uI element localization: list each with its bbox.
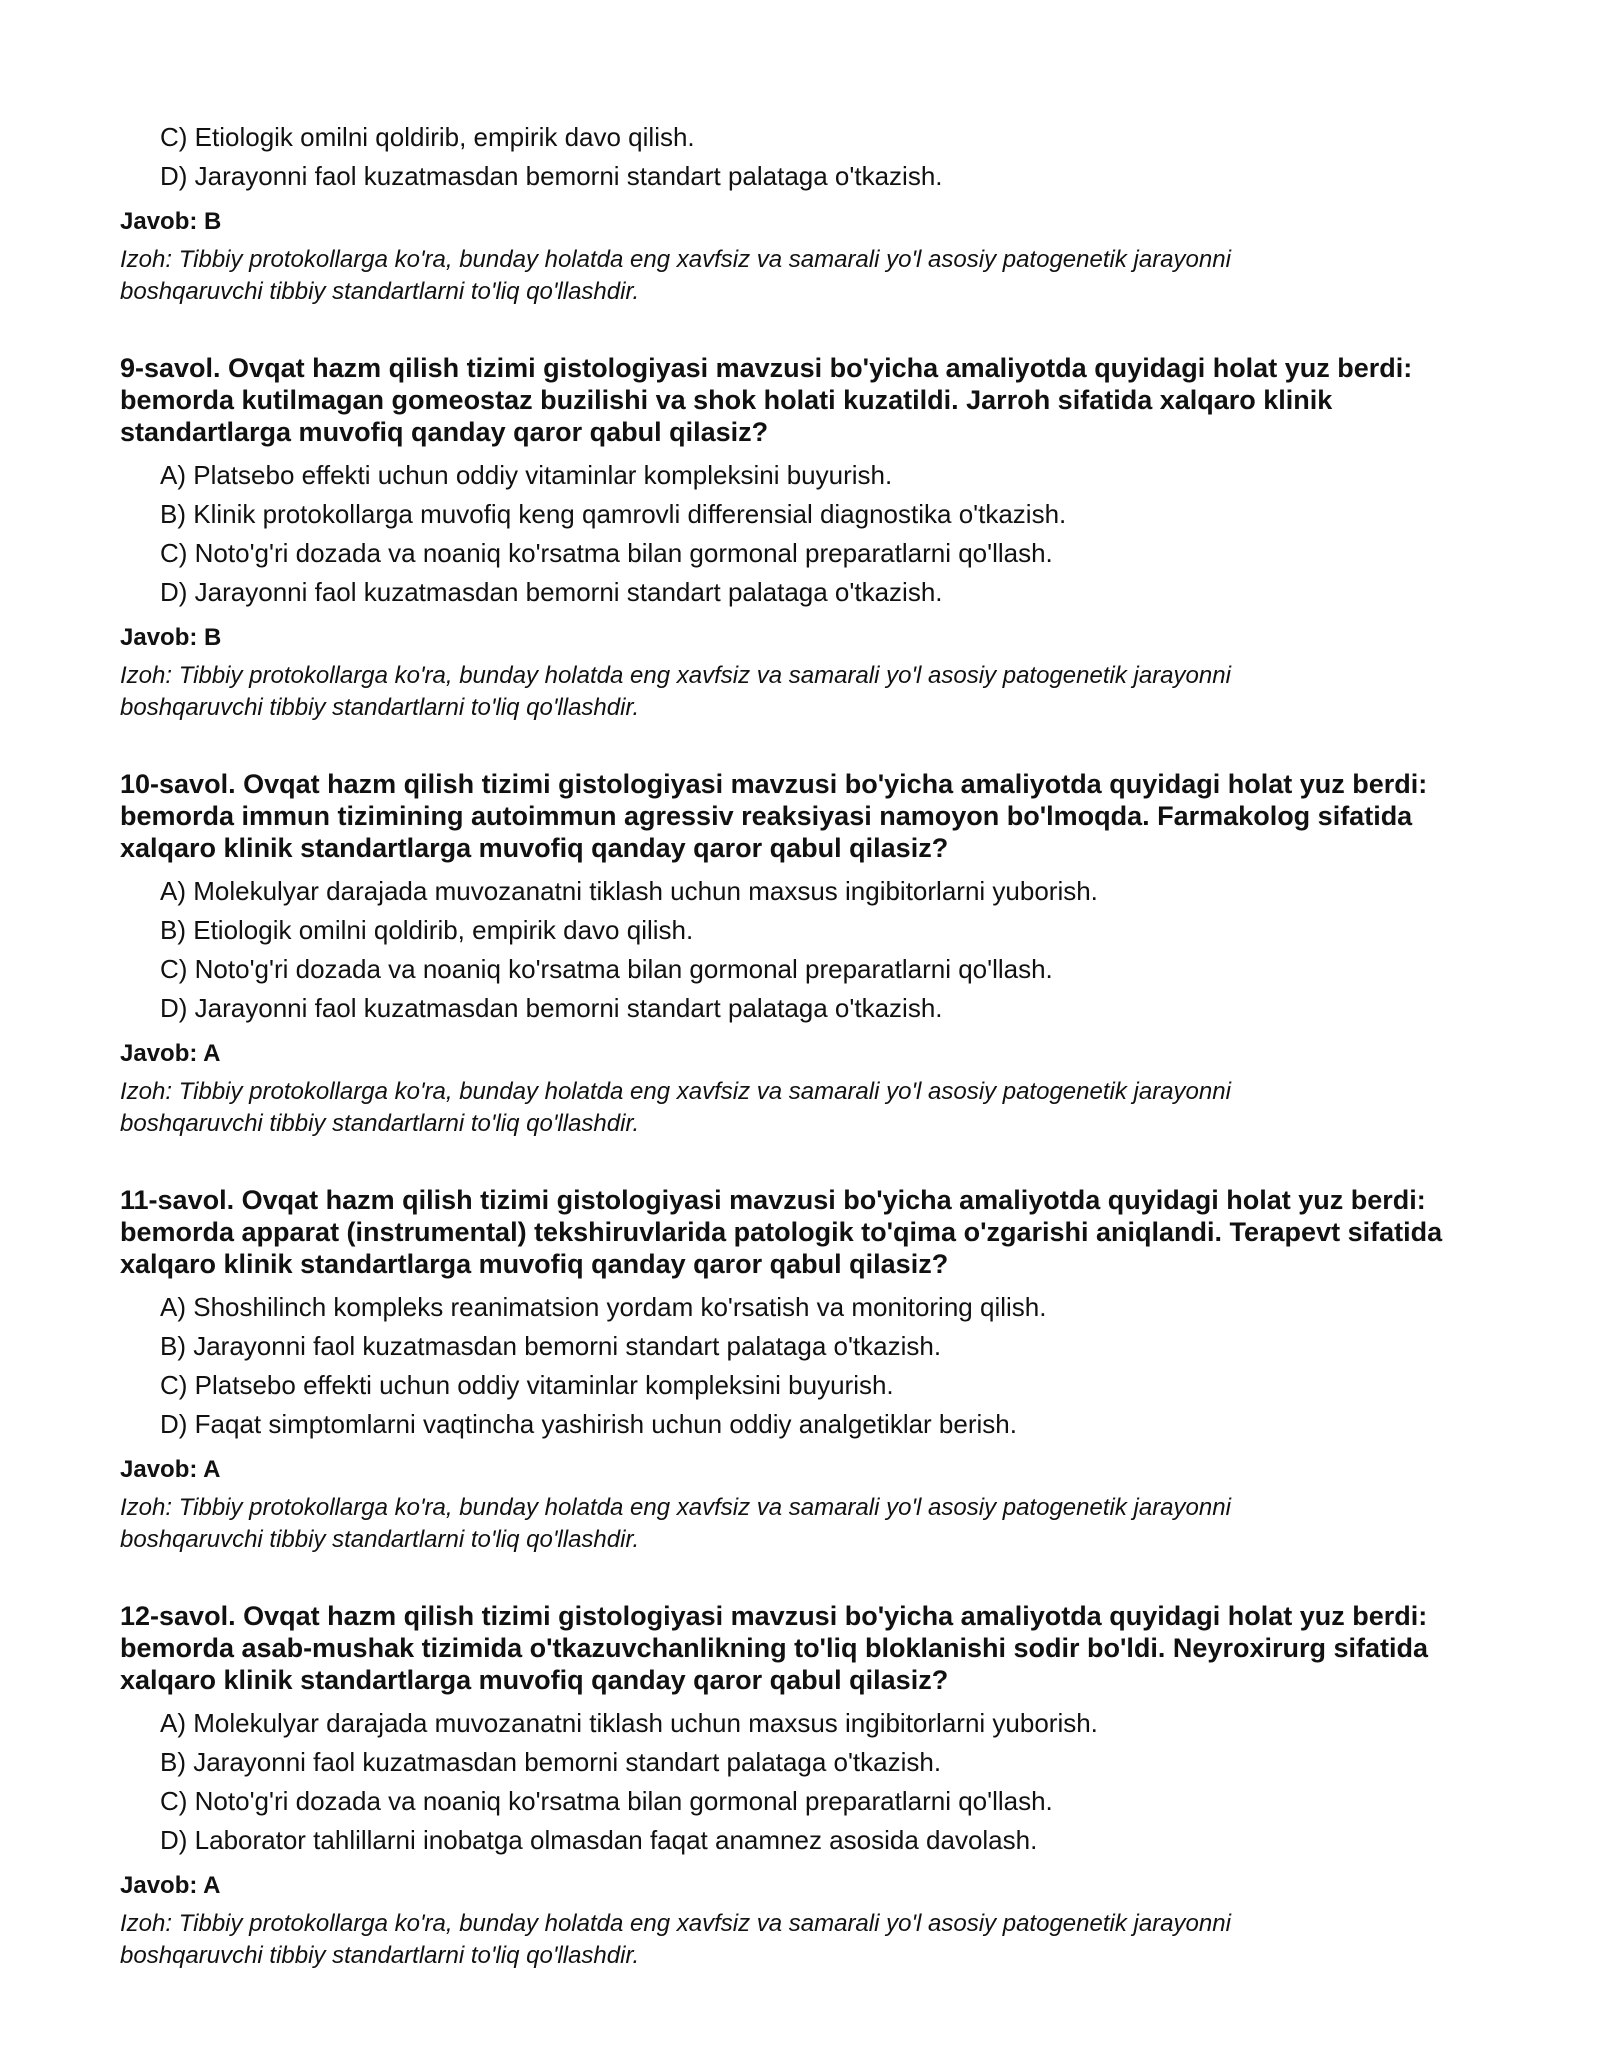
question-title: 11-savol. Ovqat hazm qilish tizimi gistologiyasi mavzusi bo'yicha amaliyotda quyidagi holat yuz berdi: bemorda apparat (instrumental) tekshiruvlarida patologik to'qima o'zgarishi aniqlandi. Terapevt sifatida xalqaro klinik standartlarga muvofiq qanday qaror qabul qilasiz? bbox=[120, 1185, 1443, 1279]
option-d: D) Jarayonni faol kuzatmasdan bemorni standart palataga o'tkazish. bbox=[160, 577, 943, 607]
options-list bbox=[120, 118, 1500, 196]
option-a: A) Platsebo effekti uchun oddiy vitaminlar kompleksini buyurish. bbox=[160, 460, 893, 490]
option-d: D) Jarayonni faol kuzatmasdan bemorni standart palataga o'tkazish. bbox=[160, 993, 943, 1023]
option-a: A) Molekulyar darajada muvozanatni tiklash uchun maxsus ingibitorlarni yuborish. bbox=[160, 1708, 1098, 1738]
option-b: B) Jarayonni faol kuzatmasdan bemorni standart palataga o'tkazish. bbox=[160, 1747, 942, 1777]
option-c: C) Platsebo effekti uchun oddiy vitaminlar kompleksini buyurish. bbox=[160, 1370, 894, 1400]
explanation-note: Izoh: Tibbiy protokollarga ko'ra, bunday holatda eng xavfsiz va samarali yo'l asosiy patogenetik jarayonni boshqaruvchi tibbiy standartlarni to'liq qo'llashdir. bbox=[120, 1910, 1231, 1969]
options-list bbox=[120, 1288, 1500, 1444]
option-a: A) Molekulyar darajada muvozanatni tiklash uchun maxsus ingibitorlarni yuborish. bbox=[160, 876, 1098, 906]
option-c: C) Etiologik omilni qoldirib, empirik davo qilish. bbox=[160, 122, 695, 152]
question-title: 9-savol. Ovqat hazm qilish tizimi gistologiyasi mavzusi bo'yicha amaliyotda quyidagi holat yuz berdi: bemorda kutilmagan gomeostaz buzilishi va shok holati kuzatildi. Jarroh sifatida xalqaro klinik standartlarga muvofiq qanday qaror qabul qilasiz? bbox=[120, 353, 1413, 447]
explanation-note: Izoh: Tibbiy protokollarga ko'ra, bunday holatda eng xavfsiz va samarali yo'l asosiy patogenetik jarayonni boshqaruvchi tibbiy standartlarni to'liq qo'llashdir. bbox=[120, 1078, 1231, 1137]
question-12 bbox=[120, 1600, 1500, 1972]
explanation-note: Izoh: Tibbiy protokollarga ko'ra, bunday holatda eng xavfsiz va samarali yo'l asosiy patogenetik jarayonni boshqaruvchi tibbiy standartlarni to'liq qo'llashdir. bbox=[120, 1494, 1231, 1553]
document-page bbox=[120, 118, 1500, 1972]
option-c: C) Noto'g'ri dozada va noaniq ko'rsatma bilan gormonal preparatlarni qo'llash. bbox=[160, 538, 1053, 568]
explanation-note: Izoh: Tibbiy protokollarga ko'ra, bunday holatda eng xavfsiz va samarali yo'l asosiy patogenetik jarayonni boshqaruvchi tibbiy standartlarni to'liq qo'llashdir. bbox=[120, 662, 1231, 721]
answer: Javob: A bbox=[120, 1456, 221, 1483]
options-list bbox=[120, 872, 1500, 1028]
options-list bbox=[120, 1704, 1500, 1860]
question-8-continuation bbox=[120, 118, 1500, 308]
option-b: B) Etiologik omilni qoldirib, empirik davo qilish. bbox=[160, 915, 694, 945]
option-a: A) Shoshilinch kompleks reanimatsion yordam ko'rsatish va monitoring qilish. bbox=[160, 1292, 1047, 1322]
option-c: C) Noto'g'ri dozada va noaniq ko'rsatma bilan gormonal preparatlarni qo'llash. bbox=[160, 954, 1053, 984]
option-b: B) Klinik protokollarga muvofiq keng qamrovli differensial diagnostika o'tkazish. bbox=[160, 499, 1067, 529]
option-c: C) Noto'g'ri dozada va noaniq ko'rsatma bilan gormonal preparatlarni qo'llash. bbox=[160, 1786, 1053, 1816]
question-title: 12-savol. Ovqat hazm qilish tizimi gistologiyasi mavzusi bo'yicha amaliyotda quyidagi holat yuz berdi: bemorda asab-mushak tizimida o'tkazuvchanlikning to'liq bloklanishi sodir bo'ldi. Neyroxirurg sifatida xalqaro klinik standartlarga muvofiq qanday qaror qabul qilasiz? bbox=[120, 1601, 1428, 1695]
answer: Javob: A bbox=[120, 1040, 221, 1067]
explanation-note: Izoh: Tibbiy protokollarga ko'ra, bunday holatda eng xavfsiz va samarali yo'l asosiy patogenetik jarayonni boshqaruvchi tibbiy standartlarni to'liq qo'llashdir. bbox=[120, 246, 1231, 305]
options-list bbox=[120, 456, 1500, 612]
answer: Javob: B bbox=[120, 624, 222, 651]
option-d: D) Faqat simptomlarni vaqtincha yashirish uchun oddiy analgetiklar berish. bbox=[160, 1409, 1017, 1439]
question-11 bbox=[120, 1184, 1500, 1556]
question-title: 10-savol. Ovqat hazm qilish tizimi gistologiyasi mavzusi bo'yicha amaliyotda quyidagi holat yuz berdi: bemorda immun tizimining autoimmun agressiv reaksiyasi namoyon bo'lmoqda. Farmakolog sifatida xalqaro klinik standartlarga muvofiq qanday qaror qabul qilasiz? bbox=[120, 769, 1428, 863]
option-d: D) Jarayonni faol kuzatmasdan bemorni standart palataga o'tkazish. bbox=[160, 161, 943, 191]
option-b: B) Jarayonni faol kuzatmasdan bemorni standart palataga o'tkazish. bbox=[160, 1331, 942, 1361]
question-10 bbox=[120, 768, 1500, 1140]
question-9 bbox=[120, 352, 1500, 724]
answer: Javob: A bbox=[120, 1872, 221, 1899]
answer: Javob: B bbox=[120, 208, 222, 235]
option-d: D) Laborator tahlillarni inobatga olmasdan faqat anamnez asosida davolash. bbox=[160, 1825, 1038, 1855]
